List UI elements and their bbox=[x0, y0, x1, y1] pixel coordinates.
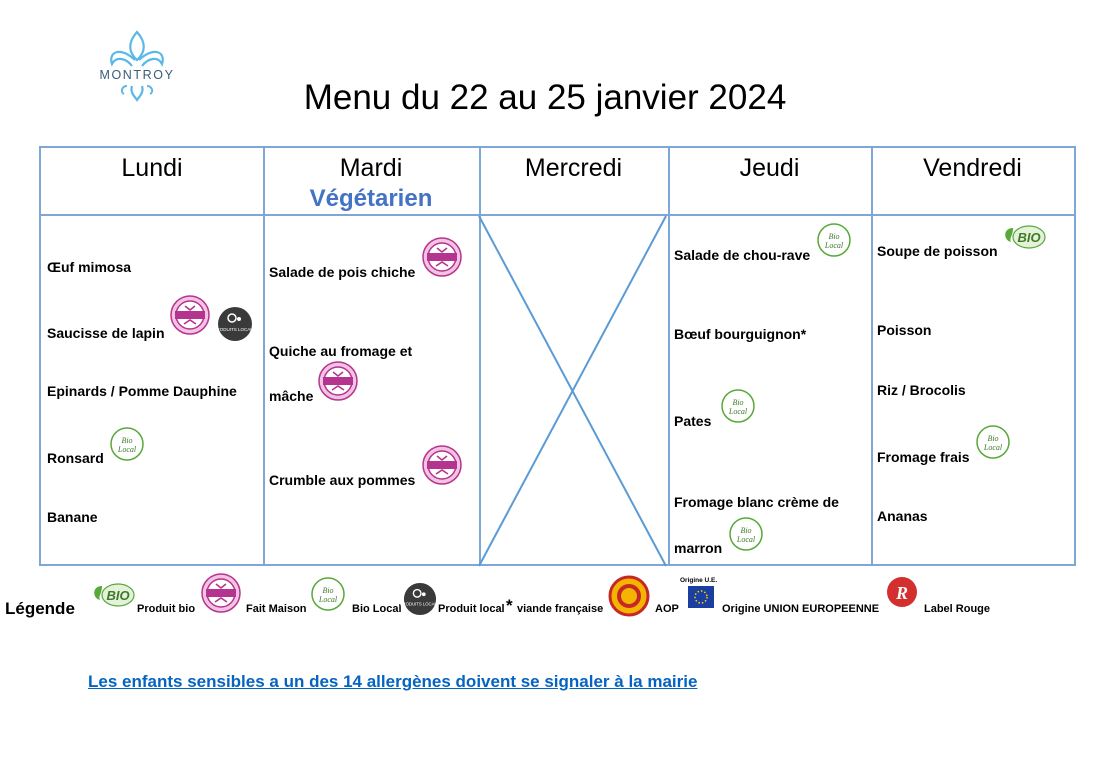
produit-local-icon bbox=[213, 306, 257, 342]
bio-local-icon bbox=[816, 222, 852, 258]
svg-text:BIO: BIO bbox=[1017, 230, 1041, 245]
menu-item: Epinards / Pomme Dauphine bbox=[47, 383, 237, 399]
origine-ue-caption: Origine U.E. bbox=[680, 577, 718, 584]
header-jeudi bbox=[668, 148, 871, 216]
menu-item: Ananas bbox=[877, 508, 928, 524]
closed-day-cross bbox=[479, 216, 666, 566]
menu-item: Saucisse de lapin bbox=[47, 325, 165, 341]
page-title: Menu du 22 au 25 janvier 2024 bbox=[303, 78, 787, 117]
legend-star: * bbox=[506, 596, 513, 615]
legend-label: Produit local bbox=[438, 603, 505, 615]
vegetarien-label: Végétarien bbox=[309, 185, 433, 212]
bio-local-icon bbox=[975, 424, 1011, 460]
svg-text:Local: Local bbox=[824, 241, 844, 250]
produit-bio-icon bbox=[90, 580, 136, 610]
legend bbox=[0, 576, 1104, 626]
allergen-notice-link[interactable]: Les enfants sensibles a un des 14 allergènes doivent se signaler à la mairie bbox=[88, 672, 698, 691]
column-jeudi bbox=[668, 146, 873, 566]
aop-icon bbox=[606, 576, 652, 616]
menu-item: marron bbox=[674, 540, 723, 556]
svg-text:Local: Local bbox=[318, 595, 338, 604]
eu-flag-icon bbox=[688, 586, 714, 608]
menu-item: Fromage blanc crème de bbox=[674, 494, 839, 510]
bio-local-icon bbox=[109, 426, 145, 462]
menu-item: Pates bbox=[674, 413, 712, 429]
legend-label: Fait Maison bbox=[246, 603, 307, 615]
legend-label: viande française bbox=[517, 603, 604, 615]
produit-bio-icon bbox=[1001, 222, 1047, 252]
svg-text:Bio: Bio bbox=[828, 232, 840, 241]
fait-maison-icon bbox=[169, 298, 211, 334]
legend-title: Légende bbox=[5, 599, 75, 618]
svg-text:Local: Local bbox=[736, 535, 756, 544]
label-rouge-icon bbox=[880, 576, 924, 610]
column-vendredi bbox=[871, 146, 1076, 566]
header-mardi bbox=[263, 148, 479, 216]
menu-item: Bœuf bourguignon* bbox=[674, 326, 807, 342]
menu-item: Banane bbox=[47, 509, 98, 525]
menu-item: Fromage frais bbox=[877, 449, 970, 465]
legend-label: Bio Local bbox=[352, 603, 402, 615]
day-name: Jeudi bbox=[739, 154, 800, 182]
day-name: Mercredi bbox=[524, 154, 623, 182]
brand-name: MONTROY bbox=[99, 68, 175, 82]
svg-text:Bio: Bio bbox=[732, 398, 744, 407]
fait-maison-icon bbox=[421, 448, 463, 484]
column-mardi bbox=[263, 146, 481, 566]
svg-text:Local: Local bbox=[728, 407, 748, 416]
bio-local-icon bbox=[720, 388, 756, 424]
menu-item: Riz / Brocolis bbox=[877, 382, 966, 398]
header-vendredi bbox=[871, 148, 1074, 216]
bio-local-icon bbox=[728, 516, 764, 552]
column-mercredi bbox=[479, 146, 670, 566]
legend-label: AOP bbox=[655, 603, 679, 615]
svg-text:R: R bbox=[895, 583, 909, 603]
column-lundi bbox=[39, 146, 265, 566]
legend-label: Produit bio bbox=[137, 603, 196, 615]
produit-local-icon bbox=[399, 582, 441, 616]
header-lundi bbox=[41, 148, 263, 216]
menu-item: Ronsard bbox=[47, 450, 104, 466]
day-name: Mardi bbox=[339, 154, 403, 182]
fait-maison-icon bbox=[317, 364, 359, 400]
menu-item: Salade de pois chiche bbox=[269, 264, 416, 280]
bio-local-icon bbox=[310, 576, 346, 612]
svg-text:PRODUITS LOCAUX: PRODUITS LOCAUX bbox=[213, 327, 257, 332]
menu-item: Salade de chou-rave bbox=[674, 247, 811, 263]
menu-item: Poisson bbox=[877, 322, 932, 338]
legend-label: Origine UNION EUROPEENNE bbox=[722, 603, 880, 615]
svg-text:Bio: Bio bbox=[121, 436, 133, 445]
fait-maison-icon bbox=[200, 576, 242, 612]
fait-maison-icon bbox=[421, 240, 463, 276]
menu-item: mâche bbox=[269, 388, 314, 404]
svg-text:Bio: Bio bbox=[987, 434, 999, 443]
menu-item: Soupe de poisson bbox=[877, 243, 998, 259]
svg-text:PRODUITS LOCAUX: PRODUITS LOCAUX bbox=[399, 601, 441, 607]
menu-item: Crumble aux pommes bbox=[269, 472, 416, 488]
svg-text:Bio: Bio bbox=[322, 586, 334, 595]
day-name: Lundi bbox=[121, 154, 183, 182]
menu-item: Œuf mimosa bbox=[47, 259, 132, 275]
day-name: Vendredi bbox=[923, 154, 1022, 182]
legend-label: Label Rouge bbox=[924, 603, 991, 615]
svg-text:Bio: Bio bbox=[740, 526, 752, 535]
header-mercredi bbox=[479, 148, 668, 216]
svg-text:Local: Local bbox=[117, 445, 137, 454]
menu-table bbox=[39, 146, 1076, 566]
menu-item: Quiche au fromage et bbox=[269, 343, 413, 359]
svg-text:Local: Local bbox=[983, 443, 1003, 452]
svg-text:BIO: BIO bbox=[106, 588, 130, 603]
